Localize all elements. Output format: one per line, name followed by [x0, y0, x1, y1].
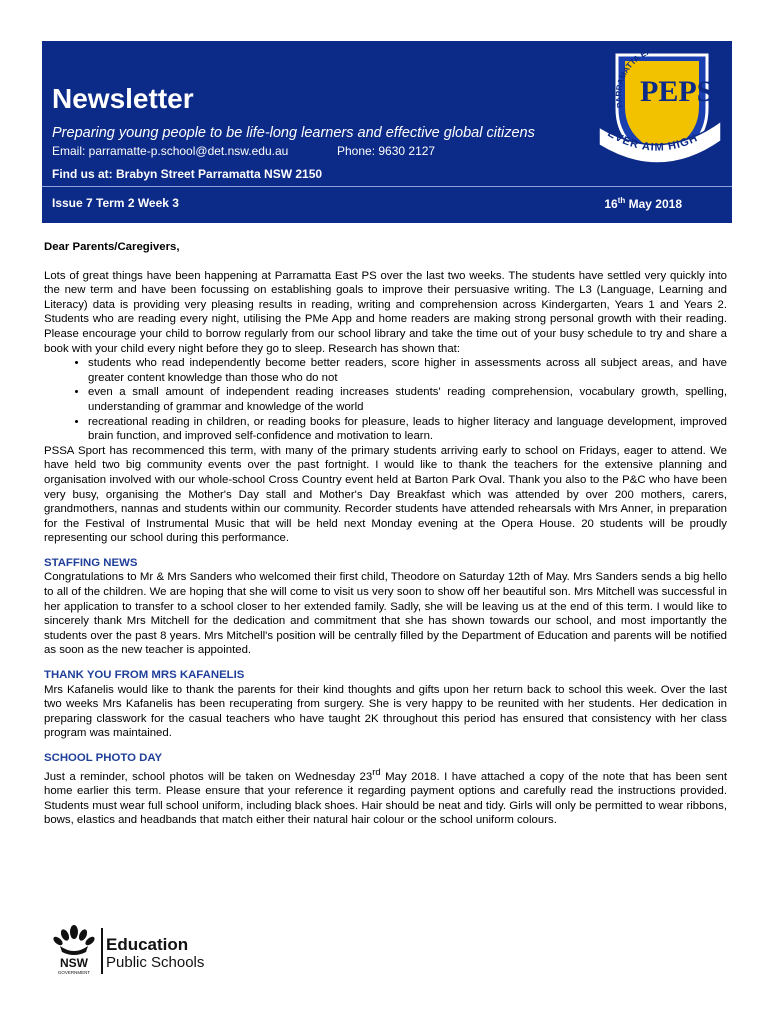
nsw-education-logo — [48, 922, 238, 978]
email-text: Email: parramatte-p.school@det.nsw.edu.au — [52, 144, 289, 158]
list-item: • students who read independently become better readers, score higher in assessments across all subject areas, and have greater content knowledge than those who do not — [88, 356, 727, 385]
thanks-paragraph: Mrs Kafanelis would like to thank the parents for their kind thoughts and gifts upon her return back to school this week. Over the last two weeks Mrs Kafanelis has been recuperating from surgery. She is very happy to be reunited with her students. Her dedication in preparing classwork for the casual teachers who have taught 2K throughout this period has ensured that consistency with her class program was maintained. — [44, 683, 727, 740]
nsw-text: NSW — [60, 956, 88, 970]
school-tagline: Preparing young people to be life-long learners and effective global citizens — [52, 125, 535, 141]
newsletter-banner — [42, 41, 732, 223]
list-item: • even a small amount of independent reading increases students' reading comprehension, vocabulary growth, spelling, understanding of grammar and knowledge of the world — [88, 385, 727, 414]
issue-date — [604, 196, 682, 211]
staffing-paragraph: Congratulations to Mr & Mrs Sanders who welcomed their first child, Theodore on Saturday 12th of May. Mrs Sanders sends a big hello to all of the children. We are hoping that she will come to visit us very soon to show off her beautiful son. Mrs Mitchell was successful in her application to transfer to a school closer to her extended family. Sadly, she will be leaving us at the end of this term. I would like to sincerely thank Mrs Mitchell for the dedication and commitment that she has shown towards our school, and most importantly the students over the past 8 years. Mrs Mitchell's position will be centrally filled by the Department of Education and parents will be notified as soon as the new teacher is appointed. — [44, 571, 727, 657]
greeting: Dear Parents/Caregivers, — [44, 241, 180, 253]
research-list — [44, 356, 727, 444]
newsletter-body — [44, 240, 727, 828]
public-schools-text: Public Schools — [106, 954, 205, 971]
banner-divider — [42, 186, 732, 187]
contact-line — [52, 144, 436, 158]
photo-day-paragraph — [44, 766, 727, 828]
address-line: Find us at: Brabyn Street Parramatta NSW 2150 — [52, 167, 323, 181]
date-rest: May 2018 — [625, 197, 682, 211]
photo-text-a: Just a reminder, school photos will be taken on Wednesday 23 — [44, 770, 373, 783]
sport-paragraph: PSSA Sport has recommenced this term, with many of the primary students arriving early to school on Fridays, eager to attend. We have held two big community events over the past fortnight. I would like to thank the teachers for the extensive planning and organisation involved with our whole-school Cross Country event held at Barton Park Oval. Thank you also to the P&C who have been very busy, organising the Mother's Day stall and Mother's Day Breakfast which was attended by over 200 mothers, carers, grandmothers, nannas and students within our community. Recorder students have attended rehearsals with Mrs Anner, in preparation for the Festival of Instrumental Music that will be held next Monday evening at the Opera House. 20 students will be proudly representing our school during this performance. — [44, 444, 727, 545]
logo-words — [106, 936, 204, 972]
waratah-icon — [48, 922, 100, 978]
list-item: • recreational reading in children, or reading books for pleasure, leads to higher literacy and language development, improved brain function, and improved self-confidence and motivation to learn. — [88, 415, 727, 444]
issue-label: Issue 7 Term 2 Week 3 — [52, 196, 179, 210]
date-suffix: th — [617, 196, 626, 205]
crest-motto-top: PARRAMATTA EAST — [614, 47, 663, 109]
date-day: 16 — [604, 197, 618, 211]
intro-paragraph: Lots of great things have been happening at Parramatta East PS over the last two weeks. The students have settled very quickly into the new term and have been focussing on establishing goals to improve their persuasive writing. The L3 (Language, Learning and Literacy) data is providing very pleasing results in reading, writing and comprehension across Kindergarten, Years 1 and Years 2. Students who are reading every night, utilising the PMe App and home readers are making strong personal growth with their reading. Please encourage your child to borrow regularly from our school library and take the time out of your busy schedule to try and share a book with your child every night before they go to sleep. Research has shown that: — [44, 269, 727, 355]
photo-text-sup: rd — [372, 766, 381, 778]
newsletter-title: Newsletter — [52, 83, 194, 114]
crest-initials: PEPS — [640, 75, 714, 108]
crest-motto-bottom: EVER AIM HIGH — [605, 127, 700, 154]
thanks-heading: THANK YOU FROM MRS KAFANELIS — [44, 669, 245, 682]
photo-day-heading: SCHOOL PHOTO DAY — [44, 752, 163, 764]
staffing-heading: STAFFING NEWS — [44, 556, 138, 569]
photo-text-b: May 2018. I have attached a copy of the note that has been sent home earlier this term. Please ensure that your reference it regarding payment options and carefully read the instructions provided. Students must wear full school uniform, including black shoes. Hair should be neat and tidy. Girls will only be permitted to wear ribbons, bows, elastics and headbands that match either their natural hair colour or the school uniform colours. — [44, 770, 727, 827]
logo-divider — [101, 928, 103, 974]
government-text: GOVERNMENT — [57, 970, 91, 975]
phone-text: Phone: 9630 2127 — [337, 144, 436, 158]
education-text: Education — [106, 935, 189, 954]
school-crest-logo — [595, 47, 725, 172]
